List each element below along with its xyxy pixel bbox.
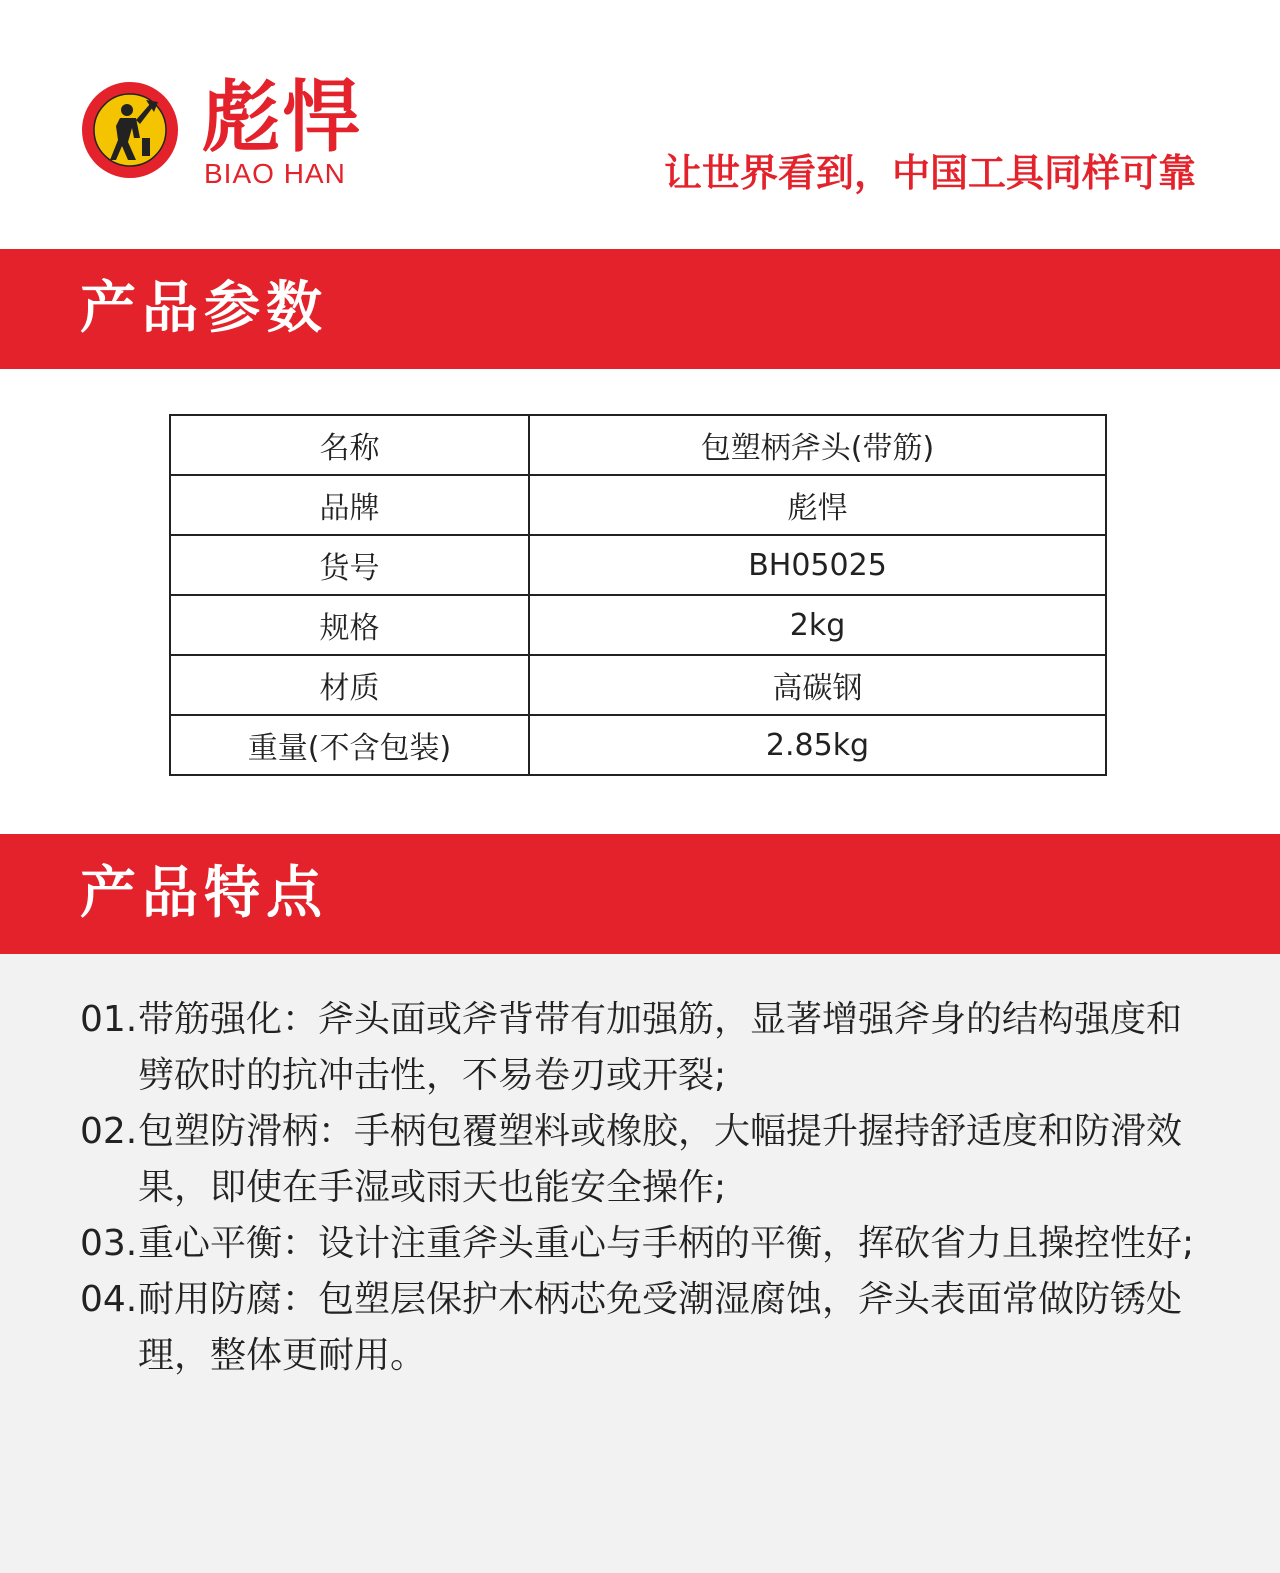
- spec-row: [170, 655, 1106, 715]
- spec-value: BH05025: [529, 535, 1106, 595]
- params-section-title: 产品参数: [80, 276, 328, 341]
- brand-name-cn: 彪悍: [202, 72, 363, 163]
- brand-emblem-icon: [80, 80, 180, 180]
- spec-row: [170, 475, 1106, 535]
- spec-key: 货号: [170, 535, 529, 595]
- feature-number: 01.: [80, 999, 138, 1040]
- spec-row: [170, 715, 1106, 775]
- spec-row: [170, 595, 1106, 655]
- feature-text: 包塑防滑柄：手柄包覆塑料或橡胶，大幅提升握持舒适度和防滑效果，即使在手湿或雨天也能安全操作;: [138, 1111, 1183, 1208]
- spec-key: 品牌: [170, 475, 529, 535]
- spec-value: 彪悍: [529, 475, 1106, 535]
- spec-row: [170, 535, 1106, 595]
- feature-list: [80, 992, 1200, 1384]
- feature-text: 带筋强化：斧头面或斧背带有加强筋，显著增强斧身的结构强度和劈砍时的抗冲击性，不易卷刃或开裂;: [138, 999, 1183, 1096]
- spec-key: 规格: [170, 595, 529, 655]
- feature-text: 耐用防腐：包塑层保护木柄芯免受潮湿腐蚀，斧头表面常做防锈处理，整体更耐用。: [138, 1279, 1183, 1376]
- feature-number: 02.: [80, 1111, 138, 1152]
- features-section-title: 产品特点: [80, 861, 328, 926]
- spec-value: 2.85kg: [529, 715, 1106, 775]
- spec-value: 2kg: [529, 595, 1106, 655]
- spec-value: 包塑柄斧头(带筋): [529, 415, 1106, 475]
- params-section: [0, 369, 1280, 834]
- features-section: [0, 954, 1280, 1573]
- features-section-banner: [0, 834, 1280, 954]
- spec-table: [169, 414, 1107, 776]
- feature-item: [80, 1216, 1200, 1272]
- feature-item: [80, 1272, 1200, 1384]
- feature-number: 03.: [80, 1223, 138, 1264]
- params-section-banner: [0, 249, 1280, 369]
- feature-item: [80, 992, 1200, 1104]
- spec-key: 名称: [170, 415, 529, 475]
- brand-name-en: BIAO HAN: [204, 158, 346, 189]
- spec-value: 高碳钢: [529, 655, 1106, 715]
- slogan: 让世界看到，中国工具同样可靠: [663, 151, 1196, 195]
- feature-item: [80, 1104, 1200, 1216]
- header: [0, 0, 1280, 249]
- spec-key: 重量(不含包装): [170, 715, 529, 775]
- spec-row: [170, 415, 1106, 475]
- spec-key: 材质: [170, 655, 529, 715]
- feature-text: 重心平衡：设计注重斧头重心与手柄的平衡，挥砍省力且操控性好;: [138, 1223, 1195, 1264]
- feature-number: 04.: [80, 1279, 138, 1320]
